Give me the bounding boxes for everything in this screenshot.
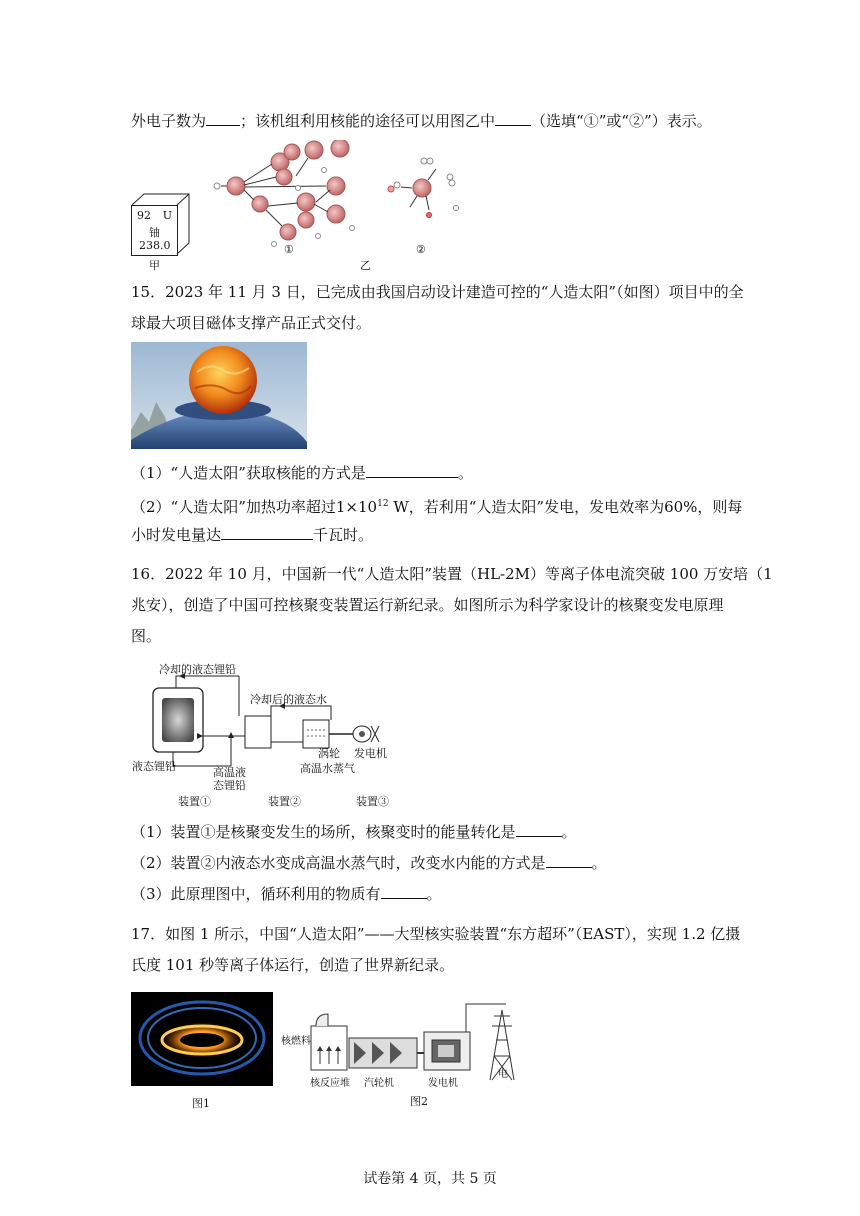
q16-line-3: 图。 (131, 627, 162, 645)
q16-sub2-blank[interactable] (546, 853, 592, 868)
artificial-sun-photo (131, 342, 307, 449)
q16-line-1: 16．2022 年 10 月，中国新一代“人造太阳”装置（HL-2M）等离子体电流突破 100 万安培（1 (131, 565, 773, 583)
label-hot-lithium-lead-1: 高温液 (213, 766, 246, 779)
q15-sub1 (131, 463, 473, 483)
q15-sub2-line2-text: 小时发电量达 (131, 526, 222, 544)
q16-sub3 (131, 884, 442, 904)
q14-text-3: （选填“①”或“②”）表示。 (531, 112, 712, 130)
label-hot-steam: 高温水蒸气 (300, 762, 355, 775)
nucleus-icon (327, 205, 345, 223)
q15-line-1: 15．2023 年 11 月 3 日，已完成由我国启动设计建造可控的“人造太阳”（如图）项目中的全 (131, 283, 744, 301)
q15-sub2-line2-end: 千瓦时。 (313, 526, 374, 544)
q14-blank-1[interactable] (206, 111, 240, 126)
q15-sub2-text-b: ，若利用“人造太阳”发电，发电效率为 (408, 498, 665, 516)
q15-sub1-end: 。 (457, 464, 473, 482)
label-cooled-lithium-lead: 冷却的液态锂铅 (159, 663, 236, 676)
nucleus-icon (280, 224, 296, 240)
efficiency-value: 60% (664, 498, 698, 516)
label-generator: 发电机 (354, 747, 387, 760)
q16-sub2-text: （2）装置②内液态水变成高温水蒸气时，改变水内能的方式是 (131, 854, 546, 872)
element-mass: 238.0 (139, 239, 171, 252)
label-cooled-water: 冷却后的液态水 (250, 693, 327, 706)
nucleus-icon (284, 144, 300, 160)
east-tokamak-image (131, 992, 273, 1086)
label-plant-generator: 发电机 (428, 1078, 458, 1089)
q16-sub3-blank[interactable] (381, 884, 427, 899)
label-reactor: 核反应堆 (310, 1078, 350, 1089)
fig1-label: 图1 (192, 1097, 210, 1110)
nucleus-icon (297, 193, 315, 211)
q14-tail-line (131, 111, 712, 131)
q15-sub1-text: （1）“人造太阳”获取核能的方式是 (131, 464, 366, 482)
nucleus-icon (252, 196, 268, 212)
q16-line-2: 兆安），创造了中国可控核聚变装置运行新纪录。如图所示为科学家设计的核聚变发电原理 (131, 596, 724, 614)
fission-chain-diagram (212, 140, 362, 255)
label-jia: 甲 (149, 259, 160, 272)
q15-sub2-blank[interactable] (221, 525, 313, 540)
element-name: 铀 (149, 226, 160, 239)
nucleus-icon (227, 177, 245, 195)
page-footer: 试卷第 4 页，共 5 页 (363, 1171, 497, 1187)
element-number: 92 (137, 209, 151, 222)
q16-sub3-text: （3）此原理图中，循环利用的物质有 (131, 885, 381, 903)
nucleus-icon (327, 177, 345, 195)
label-device-2: 装置② (268, 795, 301, 808)
fission-single-diagram (382, 155, 462, 225)
q15-sub2-line2 (131, 525, 373, 545)
label-hot-lithium-lead-2: 态锂铅 (213, 779, 246, 792)
q17-line-2: 氏度 101 秒等离子体运行，创造了世界新纪录。 (131, 956, 455, 974)
label-turbine: 涡轮 (318, 747, 340, 760)
nucleus-icon (276, 169, 292, 185)
label-liquid-lithium-lead: 液态锂铅 (132, 760, 176, 773)
label-yi: 乙 (360, 259, 371, 272)
label-device-3: 装置③ (356, 795, 389, 808)
q16-sub3-end: 。 (426, 885, 442, 903)
q14-text-2: ；该机组利用核能的途径可以用图乙中 (240, 112, 496, 130)
q15-line-2: 球最大项目磁体支撑产品正式交付。 (131, 314, 372, 332)
q17-line-1: 17．如图 1 所示，中国“人造太阳”——大型核实验装置“东方超环”（EAST），实现 1.2 亿摄 (131, 925, 741, 943)
q15-sub1-blank[interactable] (366, 463, 458, 478)
q15-sub2-text-c: ，则每 (697, 498, 743, 516)
label-circle-2: ② (416, 243, 426, 256)
element-symbol: U (162, 209, 172, 222)
nucleus-icon (305, 141, 323, 159)
q16-sub2-end: 。 (591, 854, 607, 872)
fig2-label: 图2 (410, 1095, 428, 1108)
neutron-icon (214, 183, 220, 189)
fusion-power-diagram (131, 658, 401, 808)
q16-sub2 (131, 853, 607, 873)
nucleus-icon (331, 140, 349, 157)
nucleus-icon (298, 212, 314, 228)
label-circle-1: ① (284, 243, 294, 256)
label-electricity: 电 (498, 1069, 508, 1080)
element-card-3d-edge (131, 193, 191, 257)
q14-blank-2[interactable] (495, 111, 531, 126)
q16-sub1 (131, 822, 577, 842)
label-steam-turbine: 汽轮机 (364, 1078, 394, 1089)
power-value: $1\times 10^{12}$ W (335, 498, 409, 516)
q16-sub1-end: 。 (561, 823, 577, 841)
q16-sub1-text: （1）装置①是核聚变发生的场所，核聚变时的能量转化是 (131, 823, 516, 841)
q15-sub2 (131, 494, 742, 517)
nuclear-power-plant-diagram (280, 996, 530, 1090)
q14-text-1: 外电子数为 (131, 112, 207, 130)
q16-sub1-blank[interactable] (516, 822, 562, 837)
label-fuel: 核燃料 (281, 1036, 311, 1047)
q15-sub2-text-a: （2）“人造太阳”加热功率超过 (131, 498, 336, 516)
nucleus-icon (413, 179, 431, 197)
label-device-1: 装置① (178, 795, 211, 808)
